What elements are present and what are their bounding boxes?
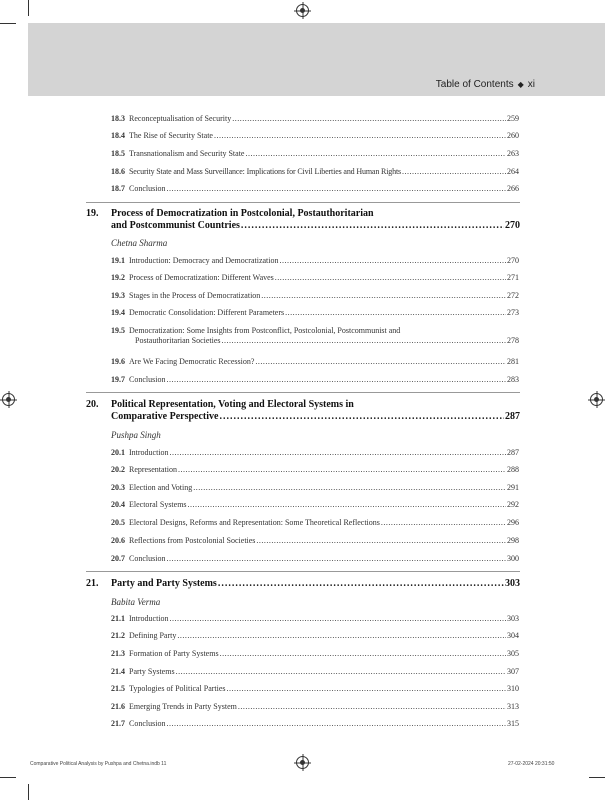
section-title: Electoral Systems — [129, 500, 187, 509]
toc-entry[interactable] — [111, 554, 519, 564]
toc-entry[interactable] — [111, 131, 519, 141]
leader-dots — [381, 518, 506, 528]
chapter-divider — [86, 571, 520, 572]
section-number: 21.7 — [111, 719, 125, 728]
section-title: Representation — [129, 465, 177, 474]
section-number: 21.1 — [111, 614, 125, 623]
chapter-author: Babita Verma — [111, 597, 161, 607]
toc-entry[interactable] — [111, 308, 519, 318]
page-number: 287 — [507, 448, 519, 457]
section-title: Transnationalism and Security State — [129, 149, 245, 158]
page-number: 278 — [507, 336, 519, 345]
page-number: 315 — [507, 719, 519, 728]
chapter-divider — [86, 202, 520, 203]
page-number: 271 — [507, 273, 519, 282]
leader-dots — [214, 131, 506, 141]
toc-entry[interactable] — [111, 256, 519, 266]
toc-entry[interactable] — [111, 719, 519, 729]
leader-dots — [227, 684, 506, 694]
registration-mark-icon — [296, 4, 309, 17]
page-number: 313 — [507, 702, 519, 711]
section-title: Party Systems — [129, 667, 175, 676]
crop-mark — [589, 777, 605, 778]
toc-entry[interactable] — [111, 184, 519, 194]
leader-dots — [256, 536, 506, 546]
toc-entry[interactable] — [111, 702, 519, 712]
page-number: 272 — [507, 291, 519, 300]
page-number: 304 — [507, 631, 519, 640]
section-number: 20.2 — [111, 465, 125, 474]
crop-mark — [0, 23, 16, 24]
toc-entry[interactable] — [111, 483, 519, 493]
diamond-icon: ◆ — [517, 80, 524, 89]
section-number: 20.1 — [111, 448, 125, 457]
toc-entry[interactable] — [111, 375, 519, 385]
chapter-author: Pushpa Singh — [111, 430, 161, 440]
section-title: Introduction — [129, 614, 169, 623]
section-title: Formation of Party Systems — [129, 649, 219, 658]
crop-mark — [28, 0, 29, 16]
chapter-divider — [86, 392, 520, 393]
page-number: 298 — [507, 536, 519, 545]
section-number: 19.7 — [111, 375, 125, 384]
leader-dots — [177, 631, 506, 641]
section-title: Conclusion — [129, 719, 166, 728]
page-number: 303 — [507, 614, 519, 623]
page-number: 281 — [507, 357, 519, 366]
chapter-page-number: 287 — [505, 411, 520, 422]
leader-dots — [166, 554, 506, 564]
leader-dots — [166, 719, 506, 729]
registration-mark-icon — [590, 393, 603, 406]
running-header — [436, 79, 535, 90]
toc-entry[interactable] — [111, 684, 519, 694]
leader-dots — [238, 702, 506, 712]
leader-dots — [241, 220, 504, 232]
toc-entry[interactable] — [111, 448, 519, 458]
toc-entry[interactable] — [111, 518, 519, 528]
section-number: 21.2 — [111, 631, 125, 640]
section-title: Electoral Designs, Reforms and Representation: Some Theoretical Reflections — [129, 518, 380, 527]
page-number: 307 — [507, 667, 519, 676]
section-title: Defining Party — [129, 631, 177, 640]
chapter-heading[interactable] — [86, 578, 520, 590]
registration-mark-icon — [296, 756, 309, 769]
print-slug-left: Comparative Political Analysis by Pushpa and Chetna.indb 11 — [30, 761, 167, 767]
chapter-heading[interactable] — [86, 399, 520, 423]
section-number: 19.1 — [111, 256, 125, 265]
leader-dots — [170, 448, 506, 458]
page-number: 310 — [507, 684, 519, 693]
section-number: 20.6 — [111, 536, 125, 545]
page-number: 305 — [507, 649, 519, 658]
section-number: 21.3 — [111, 649, 125, 658]
section-number: 18.7 — [111, 184, 125, 193]
page-number: 291 — [507, 483, 519, 492]
toc-entry[interactable] — [111, 326, 519, 346]
section-number: 19.6 — [111, 357, 125, 366]
leader-dots — [218, 578, 504, 590]
section-number: 19.2 — [111, 273, 125, 282]
page-number: 264 — [507, 167, 519, 176]
header-page-number: xi — [527, 79, 535, 90]
section-number: 18.6 — [111, 167, 125, 176]
section-title: Democratic Consolidation: Different Parameters — [129, 308, 285, 317]
section-number: 20.4 — [111, 500, 125, 509]
chapter-number: 19. — [86, 208, 99, 219]
section-number: 19.5 — [111, 326, 125, 335]
leader-dots — [222, 336, 506, 346]
toc-entry[interactable] — [111, 273, 519, 283]
toc-entry[interactable] — [111, 614, 519, 624]
page-number: 296 — [507, 518, 519, 527]
section-title: Introduction — [129, 448, 169, 457]
section-title: Are We Facing Democratic Recession? — [129, 357, 255, 366]
section-title: Process of Democratization: Different Waves — [129, 273, 274, 282]
leader-dots — [170, 614, 506, 624]
page-number: 270 — [507, 256, 519, 265]
chapter-page-number: 270 — [505, 220, 520, 231]
leader-dots — [193, 483, 506, 493]
page-number: 259 — [507, 114, 519, 123]
section-title: Reflections from Postcolonial Societies — [129, 536, 256, 545]
section-number: 20.7 — [111, 554, 125, 563]
page-number: 263 — [507, 149, 519, 158]
registration-mark-icon — [2, 393, 15, 406]
toc-entry[interactable] — [111, 291, 519, 301]
toc-entry[interactable] — [111, 149, 519, 159]
leader-dots — [255, 357, 506, 367]
leader-dots — [178, 465, 506, 475]
section-title: Stages in the Process of Democratization — [129, 291, 261, 300]
section-title: The Rise of Security State — [129, 131, 213, 140]
section-number: 19.3 — [111, 291, 125, 300]
page-number: 300 — [507, 554, 519, 563]
leader-dots — [245, 149, 506, 159]
section-number: 18.5 — [111, 149, 125, 158]
leader-dots — [219, 411, 504, 423]
section-title: Reconceptualisation of Security — [129, 114, 232, 123]
page-number: 292 — [507, 500, 519, 509]
toc-entry[interactable] — [111, 357, 519, 367]
leader-dots — [232, 114, 506, 124]
toc-entry[interactable] — [111, 631, 519, 641]
toc-entry[interactable] — [111, 114, 519, 124]
section-title: Emerging Trends in Party System — [129, 702, 237, 711]
toc-entry[interactable] — [111, 536, 519, 546]
page-number: 283 — [507, 375, 519, 384]
page-number: 260 — [507, 131, 519, 140]
page-number: 266 — [507, 184, 519, 193]
print-slug-right: 27-02-2024 20:31:50 — [508, 761, 555, 767]
section-title: Democratization: Some Insights from Postconflict, Postcolonial, Postcommunist and — [129, 326, 401, 335]
section-number: 20.5 — [111, 518, 125, 527]
chapter-title-line1: Party and Party Systems — [111, 578, 217, 589]
section-title: Conclusion — [129, 554, 166, 563]
section-title: Security State and Mass Surveillance: Implications for Civil Liberties and Human Rights — [129, 167, 402, 176]
crop-mark — [28, 784, 29, 800]
chapter-title-line2: Comparative Perspective — [111, 411, 219, 422]
leader-dots — [402, 167, 506, 177]
crop-mark — [0, 777, 16, 778]
toc-entry[interactable] — [111, 465, 519, 475]
leader-dots — [166, 184, 506, 194]
leader-dots — [285, 308, 506, 318]
section-number: 18.4 — [111, 131, 125, 140]
section-number: 21.4 — [111, 667, 125, 676]
leader-dots — [220, 649, 506, 659]
chapter-heading[interactable] — [86, 208, 520, 232]
chapter-title-line2: and Postcommunist Countries — [111, 220, 240, 231]
leader-dots — [280, 256, 507, 266]
section-title: Typologies of Political Parties — [129, 684, 226, 693]
chapter-number: 20. — [86, 399, 99, 410]
leader-dots — [275, 273, 506, 283]
toc-entry[interactable] — [111, 167, 519, 177]
section-number: 20.3 — [111, 483, 125, 492]
leader-dots — [261, 291, 506, 301]
chapter-author: Chetna Sharma — [111, 238, 168, 248]
chapter-page-number: 303 — [505, 578, 520, 589]
section-title-continued: Postauthoritarian Societies — [135, 336, 221, 345]
section-title: Conclusion — [129, 375, 166, 384]
toc-entry[interactable] — [111, 667, 519, 677]
section-number: 18.3 — [111, 114, 125, 123]
section-number: 21.6 — [111, 702, 125, 711]
section-title: Conclusion — [129, 184, 166, 193]
leader-dots — [166, 375, 506, 385]
leader-dots — [188, 500, 506, 510]
page-number: 288 — [507, 465, 519, 474]
chapter-number: 21. — [86, 578, 99, 589]
section-title: Introduction: Democracy and Democratization — [129, 256, 279, 265]
section-number: 21.5 — [111, 684, 125, 693]
toc-entry[interactable] — [111, 649, 519, 659]
chapter-title-line1: Process of Democratization in Postcolonial, Postauthoritarian — [111, 208, 374, 219]
section-title: Election and Voting — [129, 483, 193, 492]
header-section-title: Table of Contents — [435, 79, 514, 90]
toc-entry[interactable] — [111, 500, 519, 510]
chapter-title-line1: Political Representation, Voting and Electoral Systems in — [111, 399, 354, 410]
section-number: 19.4 — [111, 308, 125, 317]
leader-dots — [176, 667, 506, 677]
page-number: 273 — [507, 308, 519, 317]
